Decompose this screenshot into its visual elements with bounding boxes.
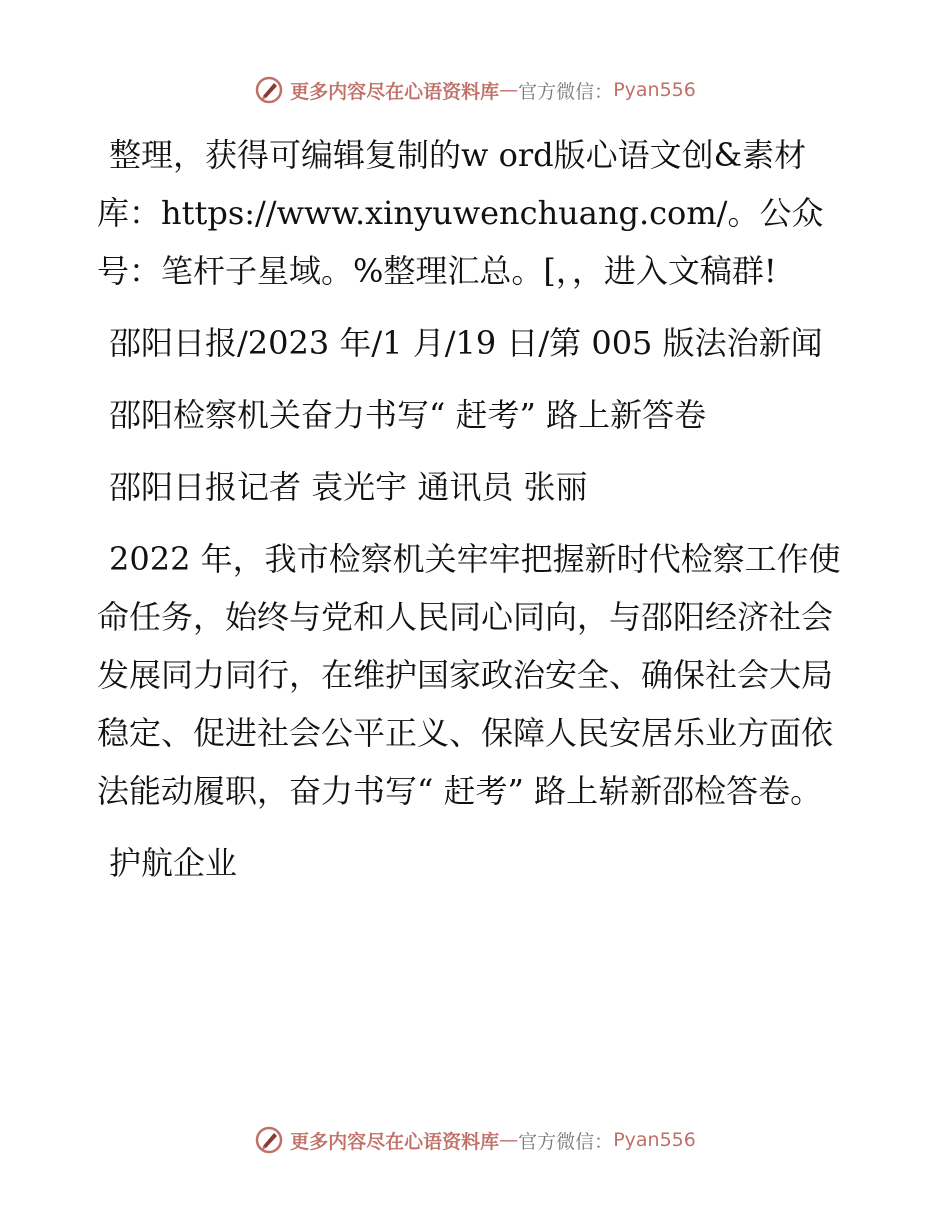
watermark-wechat-id: Pyan556 <box>613 1129 696 1151</box>
intro-paragraph: 整理，获得可编辑复制的w ord版心语文创&素材库：https://www.xinyuwenchuang.com/。公众号：笔杆子星域。%整理汇总。[，，进入文稿群! <box>97 136 824 290</box>
watermark-official-label: 官方微信： <box>518 1130 614 1153</box>
watermark-main-text: 更多内容尽在心语资料库 <box>290 1130 500 1153</box>
section-heading: 护航企业 <box>109 844 238 882</box>
article-title: 邵阳检察机关奋力书写“ 赶考” 路上新答卷 <box>109 396 707 434</box>
pen-circle-icon <box>254 75 284 105</box>
watermark-dash: — <box>499 1129 519 1151</box>
pen-circle-icon <box>254 1125 284 1155</box>
footer-watermark <box>0 1120 950 1160</box>
watermark-official-label: 官方微信： <box>518 80 614 103</box>
body-paragraph: 2022 年，我市检察机关牢牢把握新时代检察工作使命任务，始终与党和人民同心同向，与邵阳经济社会发展同力同行，在维护国家政治安全、确保社会大局稳定、促进社会公平正义、保障人民安居乐业方面依法能动履职，奋力书写“ 赶考” 路上崭新邵检答卷。 <box>97 540 841 810</box>
byline: 邵阳日报记者 袁光宇 通讯员 张丽 <box>109 468 588 506</box>
watermark-dash: — <box>499 79 519 101</box>
header-watermark <box>0 70 950 110</box>
watermark-wechat-id: Pyan556 <box>613 79 696 101</box>
watermark-main-text: 更多内容尽在心语资料库 <box>290 80 500 103</box>
source-line: 邵阳日报/2023 年/1 月/19 日/第 005 版法治新闻 <box>109 324 823 362</box>
document-body <box>97 126 857 906</box>
